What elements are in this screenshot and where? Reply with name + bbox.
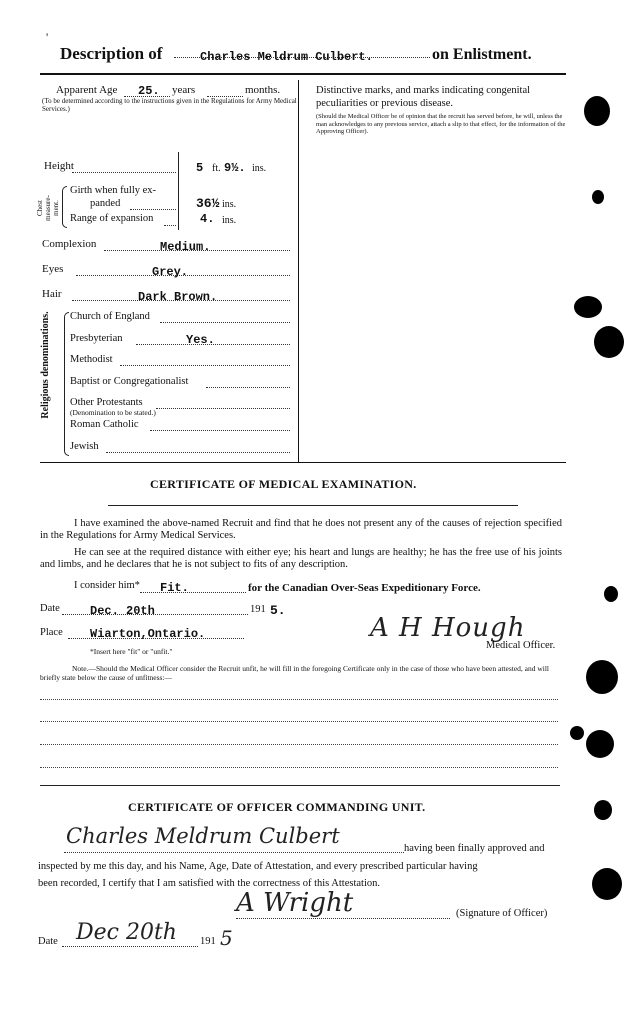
jewish-dots bbox=[106, 452, 290, 453]
unfit-line-3 bbox=[40, 744, 558, 745]
place-value: Wiarton,Ontario. bbox=[90, 627, 206, 641]
commanding-para-3: been recorded, I certify that I am satisfied with the correctness of this Attestation. bbox=[38, 878, 381, 889]
recruit-name: Charles Meldrum Culbert. bbox=[200, 50, 373, 64]
height-ft: 5 bbox=[196, 161, 204, 175]
binding-hole-3 bbox=[574, 296, 602, 318]
chest-label: Chest measure-ment. bbox=[36, 195, 60, 221]
title-prefix: Description of bbox=[60, 44, 163, 63]
place-label: Place bbox=[40, 627, 63, 638]
medical-officer-label: Medical Officer. bbox=[486, 640, 556, 651]
measure-divider bbox=[178, 152, 179, 230]
binding-hole-8 bbox=[586, 730, 614, 758]
other-dots bbox=[156, 408, 290, 409]
religious-brace bbox=[64, 312, 69, 456]
top-rule bbox=[40, 73, 566, 75]
medical-date-value: Dec. 20th bbox=[90, 604, 155, 618]
roman-catholic: Roman Catholic bbox=[70, 419, 139, 430]
title-suffix: on Enlistment. bbox=[432, 46, 532, 63]
unfit-line-1 bbox=[40, 699, 558, 700]
girth-value: 36½ bbox=[196, 196, 220, 211]
commanding-para-1: having been finally approved and bbox=[404, 843, 545, 854]
column-divider bbox=[298, 80, 299, 462]
medical-heading-rule bbox=[108, 505, 518, 506]
methodist-dots bbox=[120, 365, 290, 366]
complexion-value: Medium. bbox=[160, 240, 211, 254]
months-label: months. bbox=[245, 84, 281, 96]
binding-hole-9 bbox=[594, 800, 612, 820]
range-label: Range of expansion bbox=[70, 213, 154, 224]
binding-hole-10 bbox=[592, 868, 622, 900]
range-value: 4. bbox=[200, 212, 215, 226]
binding-hole-7 bbox=[570, 726, 584, 740]
commanding-para-2: inspected by me this day, and his Name, Age, Date of Attestation, and every prescribed particular having bbox=[38, 861, 478, 872]
insert-note: *Insert here "fit" or "unfit." bbox=[90, 647, 173, 656]
years-label: years bbox=[172, 84, 196, 96]
girth-label-1: Girth when fully ex- bbox=[70, 185, 157, 196]
consider-suffix: for the Canadian Over-Seas Expeditionary Force. bbox=[248, 582, 481, 594]
distinctive-note: (Should the Medical Officer be of opinion that the recruit has served before, he will, unless the man acknowledges to any previous service, attach a slip to that effect, for the information of the Approving Officer). bbox=[316, 113, 566, 135]
medical-officer-signature: A H Hough bbox=[370, 613, 526, 643]
officer-signature: A Wright bbox=[236, 888, 354, 918]
baptist-dots bbox=[206, 387, 290, 388]
girth-label-2: panded bbox=[90, 198, 121, 209]
range-dots bbox=[164, 225, 176, 226]
commanding-heading: CERTIFICATE OF OFFICER COMMANDING UNIT. bbox=[128, 800, 426, 814]
medical-date-label: Date bbox=[40, 603, 60, 614]
signature-of-officer-label: (Signature of Officer) bbox=[456, 908, 548, 919]
other-note: (Denomination to be stated.) bbox=[70, 408, 156, 417]
height-ins: 9½. bbox=[224, 161, 246, 175]
medical-note: Note.—Should the Medical Officer consider the Recruit unfit, he will fill in the foregoing Certificate only in the case of those who have been attested, and will briefly state below the cause of unfitness:— bbox=[40, 664, 550, 682]
distinctive-label: Distinctive marks, and marks indicating congenital peculiarities or previous disease. bbox=[316, 85, 531, 109]
medical-year-digit: 5. bbox=[270, 603, 286, 618]
methodist: Methodist bbox=[70, 354, 113, 365]
hair-label: Hair bbox=[42, 288, 62, 300]
medical-para-2: He can see at the required distance with either eye; his heart and lungs are healthy; he has the free use of his joints and limbs, and he declares that he is not subject to fits of any description. bbox=[40, 547, 562, 570]
eyes-value: Grey. bbox=[152, 265, 189, 279]
age-years: 25. bbox=[138, 84, 160, 98]
church-of-england: Church of England bbox=[70, 311, 150, 322]
ft-label: ft. bbox=[212, 163, 221, 174]
age-note: (To be determined according to the instructions given in the Regulations for Army Medical Services.) bbox=[42, 97, 297, 113]
height-ins-label: ins. bbox=[252, 163, 267, 174]
medical-heading: CERTIFICATE OF MEDICAL EXAMINATION. bbox=[150, 477, 417, 491]
mid-rule bbox=[40, 462, 566, 463]
presbyterian-value: Yes. bbox=[186, 333, 215, 347]
binding-hole-5 bbox=[604, 586, 618, 602]
presbyterian: Presbyterian bbox=[70, 333, 123, 344]
apparent-age-label: Apparent Age bbox=[56, 84, 118, 96]
commanding-year-prefix: 191 bbox=[200, 936, 216, 947]
binding-hole-2 bbox=[592, 190, 604, 204]
officer-signature-dots bbox=[236, 918, 450, 919]
unfit-line-2 bbox=[40, 721, 558, 722]
binding-hole-6 bbox=[586, 660, 618, 694]
hair-value: Dark Brown. bbox=[138, 290, 218, 304]
consider-prefix: I consider him* bbox=[74, 580, 140, 591]
unfit-line-4 bbox=[40, 767, 558, 768]
fit-dots bbox=[140, 592, 246, 593]
commanding-date-dots bbox=[62, 946, 198, 947]
commanding-date-value: Dec 20th bbox=[76, 920, 177, 945]
recruit-signature: Charles Meldrum Culbert bbox=[66, 824, 340, 848]
commanding-year-digit: 5 bbox=[220, 926, 233, 950]
other-protestants: Other Protestants bbox=[70, 397, 143, 408]
jewish: Jewish bbox=[70, 441, 99, 452]
fit-value: Fit. bbox=[160, 581, 189, 595]
binding-hole-4 bbox=[594, 326, 624, 358]
rc-dots bbox=[150, 430, 290, 431]
eyes-label: Eyes bbox=[42, 263, 64, 275]
bottom-rule bbox=[40, 785, 560, 786]
girth-unit: ins. bbox=[222, 199, 237, 210]
complexion-label: Complexion bbox=[42, 238, 97, 250]
commanding-date-label: Date bbox=[38, 936, 58, 947]
girth-dots bbox=[130, 209, 176, 210]
height-label: Height bbox=[44, 160, 74, 172]
chest-brace bbox=[62, 186, 67, 228]
binding-hole-1 bbox=[584, 96, 610, 126]
coe-dots bbox=[160, 322, 290, 323]
height-dots bbox=[72, 172, 176, 173]
medical-para-1: I have examined the above-named Recruit and find that he does not present any of the causes of rejection specified in the Regulations for Army Medical Services. bbox=[40, 518, 562, 541]
religious-label: Religious denominations. bbox=[40, 311, 51, 419]
medical-year-prefix: 191 bbox=[250, 604, 266, 615]
recruit-signature-dots bbox=[64, 852, 404, 853]
baptist: Baptist or Congregationalist bbox=[70, 376, 189, 387]
range-unit: ins. bbox=[222, 215, 237, 226]
stray-mark: ' bbox=[46, 30, 49, 44]
